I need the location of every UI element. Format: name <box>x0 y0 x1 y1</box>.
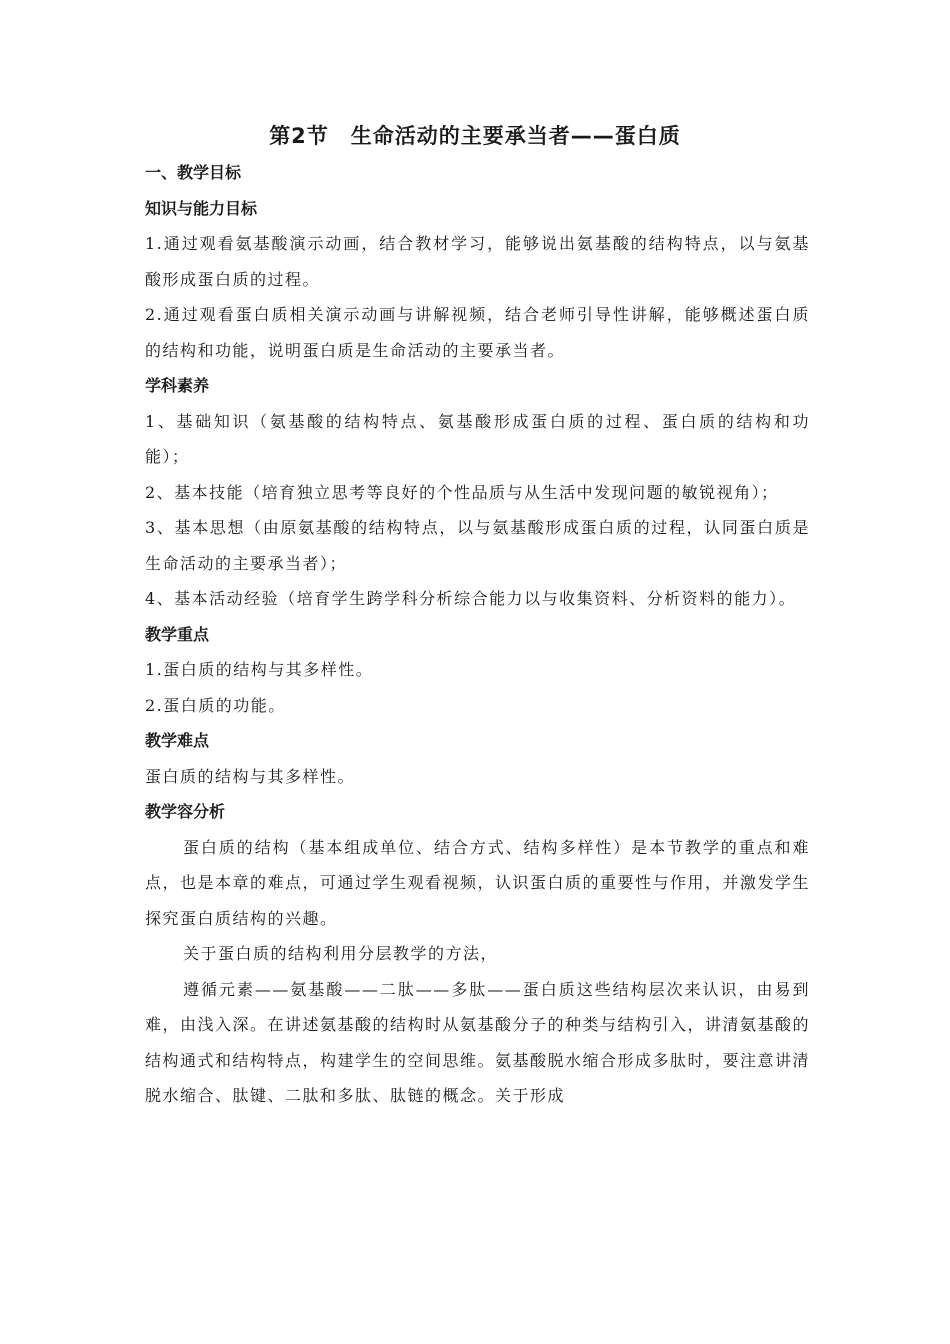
paragraph: 遵循元素——氨基酸——二肽——多肽——蛋白质这些结构层次来认识，由易到难，由浅入深。在讲述氨基酸的结构时从氨基酸分子的种类与结构引入，讲清氨基酸的结构通式和结构特点，构建学生的空间思维。氨基酸脱水缩合形成多肽时，要注意讲清脱水缩合、肽键、二肽和多肽、肽链的概念。关于形成 <box>145 979 811 1105</box>
section-heading-knowledge-goals: 知识与能力目标 <box>145 198 258 218</box>
paragraph: 关于蛋白质的结构利用分层教学的方法， <box>183 944 499 963</box>
paragraph: 4、基本活动经验（培育学生跨学科分析综合能力以与收集资料、分析资料的能力）。 <box>145 589 797 608</box>
paragraph: 1.通过观看氨基酸演示动画，结合教材学习，能够说出氨基酸的结构特点，以与氨基酸形成蛋白质的过程。 <box>145 234 810 289</box>
paragraph: 蛋白质的结构与其多样性。 <box>145 766 356 786</box>
paragraph: 1、基础知识（氨基酸的结构特点、氨基酸形成蛋白质的过程、蛋白质的结构和功能）； <box>145 411 810 466</box>
paragraph: 蛋白质的结构（基本组成单位、结合方式、结构多样性）是本节教学的重点和难点，也是本章的难点，可通过学生观看视频，认识蛋白质的重要性与作用，并激发学生探究蛋白质结构的兴趣。 <box>145 837 811 928</box>
paragraph: 2.通过观看蛋白质相关演示动画与讲解视频，结合老师引导性讲解，能够概述蛋白质的结构和功能，说明蛋白质是生命活动的主要承当者。 <box>145 305 810 360</box>
paragraph: 2.蛋白质的功能。 <box>145 695 286 715</box>
section-heading-subject-literacy: 学科素养 <box>145 376 210 395</box>
document-title: 第2节 生命活动的主要承当者——蛋白质 <box>269 124 681 148</box>
paragraph: 1.蛋白质的结构与其多样性。 <box>145 660 374 679</box>
section-heading-content-analysis: 教学容分析 <box>145 802 226 821</box>
paragraph: 2、基本技能（培育独立思考等良好的个性品质与从生活中发现问题的敏锐视角）； <box>145 482 779 502</box>
section-heading-key-points: 教学重点 <box>145 624 210 644</box>
section-heading-teaching-goals: 一、教学目标 <box>145 163 242 182</box>
section-heading-difficulties: 教学难点 <box>145 731 210 750</box>
paragraph: 3、基本思想（由原氨基酸的结构特点，以与氨基酸形成蛋白质的过程，认同蛋白质是生命活动的主要承当者）； <box>145 518 810 573</box>
document-body <box>145 155 810 1114</box>
